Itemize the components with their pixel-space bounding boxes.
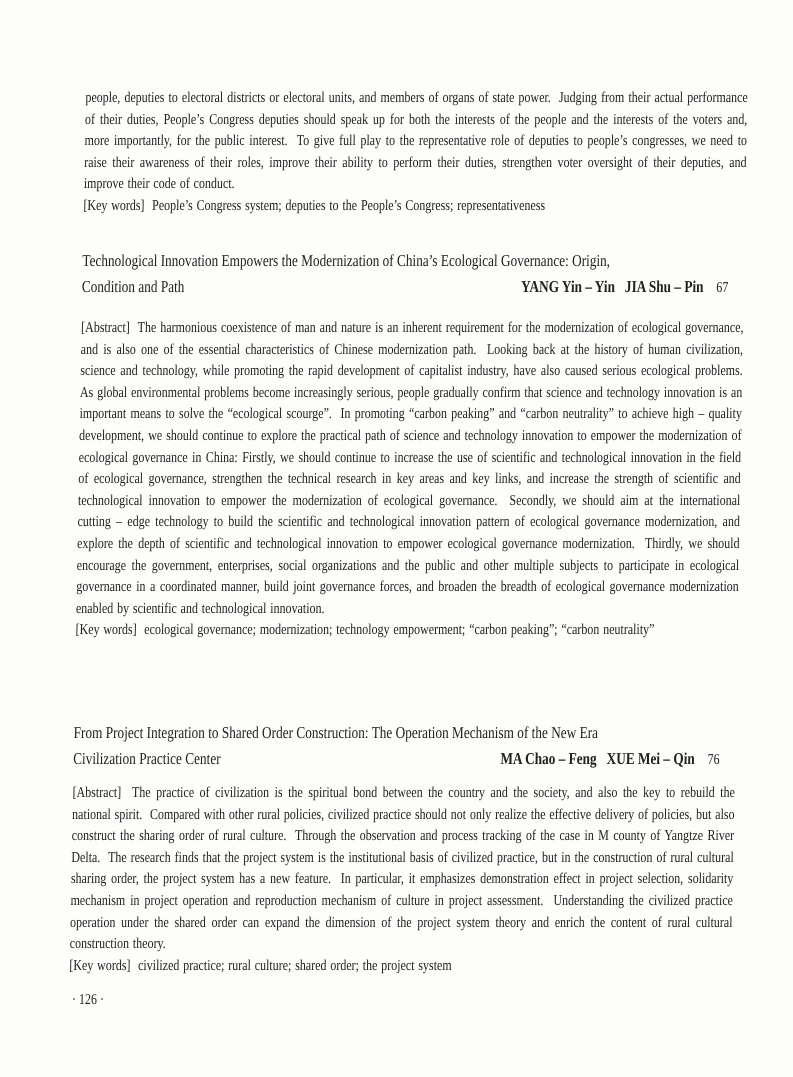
article-1-title-line-1: Technological Innovation Empowers the Modernization of China’s Ecological Governance: Origin, (82, 251, 611, 270)
article-1-abstract-block (75, 318, 751, 642)
article-2-abstract-text: [Abstract] The practice of civilization is the spiritual bond between the country and the society, and also the key to rebuild the national spirit. Compared with other rural policies, civilized practice should not only realize the effective delivery of policies, but also construct the sharing order of rural culture. Through the observation and process tracking of the case in M county of Yangtze River Delta. The research finds that the project system is the institutional basis of civilized practice, but in the construction of rural cultural sharing order, the project system has a new feature. In particular, it emphasizes demonstration effect in project selection, solidarity mechanism in project operation and reproduction mechanism of culture in project assessment. Understanding the civilized practice operation under the shared order can expand the dimension of the project system theory and enrich the content of rural cultural construction theory. (69, 785, 739, 953)
article-2-byline (500, 746, 736, 774)
article-2-authors: MA Chao – Feng XUE Mei – Qin (500, 748, 695, 768)
article-2-abstract-block (69, 783, 739, 977)
article-1-authors: YANG Yin – Yin JIA Shu – Pin (520, 276, 704, 296)
article-1-keywords-line: [Key words] ecological governance; modernization; technology empowerment; “carbon peaking”; “carbon neutrality” (75, 622, 655, 639)
continued-keywords-line: [Key words] People’s Congress system; deputies to the People’s Congress; representativeness (83, 197, 546, 214)
page-folio: · 126 · (71, 992, 105, 1008)
article-2-page-number: 76 (707, 751, 720, 768)
article-2-keywords-line: [Key words] civilized practice; rural culture; shared order; the project system (69, 957, 452, 974)
article-2-title-line-1: From Project Integration to Shared Order Construction: The Operation Mechanism of the New Era (73, 723, 599, 742)
article-entry-1 (82, 248, 745, 301)
continued-entry (83, 88, 752, 218)
article-1-title-remainder: Condition and Path (81, 276, 185, 296)
article-1-title-line-2 (82, 274, 745, 302)
continued-abstract-text: people, deputies to electoral districts or electoral units, and members of organs of state power. Judging from their actual performance of their duties, People’s Congress deputies should speak up for both the interests of the people and the interests of the voters and, more importantly, for the public interest. To give full play to the representative role of deputies to people’s congresses, we need to raise their awareness of their roles, improve their ability to perform their duties, strengthen voter oversight of their deputies, and improve their code of conduct. (83, 90, 752, 193)
article-1-page-number: 67 (716, 279, 729, 296)
article-1-byline (521, 274, 745, 302)
article-2-title-remainder: Civilization Practice Center (72, 748, 221, 768)
article-1-abstract-text: [Abstract] The harmonious coexistence of man and nature is an inherent requirement for the modernization of ecological governance, and is also one of the essential characteristics of Chinese modernization path. Looking back at the history of human civilization, science and technology, while promoting the rapid development of capitalist industry, have also caused serious ecological problems. As global environmental problems become increasingly serious, people gradually confirm that science and technology innovation is an important means to solve the “ecological scourge”. In promoting “carbon peaking” and “carbon neutrality” to achieve high – quality development, we should continue to explore the practical path of science and technology innovation to empower the modernization of ecological governance in China: Firstly, we should continue to increase the use of scientific and technological innovation in the field of ecological governance, strengthen the technical research in key areas and key links, and increase the strength of scientific and technological innovation to empower the modernization of ecological governance. Secondly, we should aim at the international cutting – edge technology to build the scientific and technological innovation pattern of ecological governance modernization, and explore the depth of scientific and technological innovation to empower ecological governance modernization. Thirdly, we should encourage the government, enterprises, social organizations and the public and other multiple subjects to participate in ecological governance in a coordinated manner, build joint governance forces, and broaden the breadth of ecological governance modernization enabled by scientific and technological innovation. (75, 320, 751, 617)
article-entry-2 (73, 720, 736, 773)
article-2-title-line-2 (73, 746, 736, 774)
